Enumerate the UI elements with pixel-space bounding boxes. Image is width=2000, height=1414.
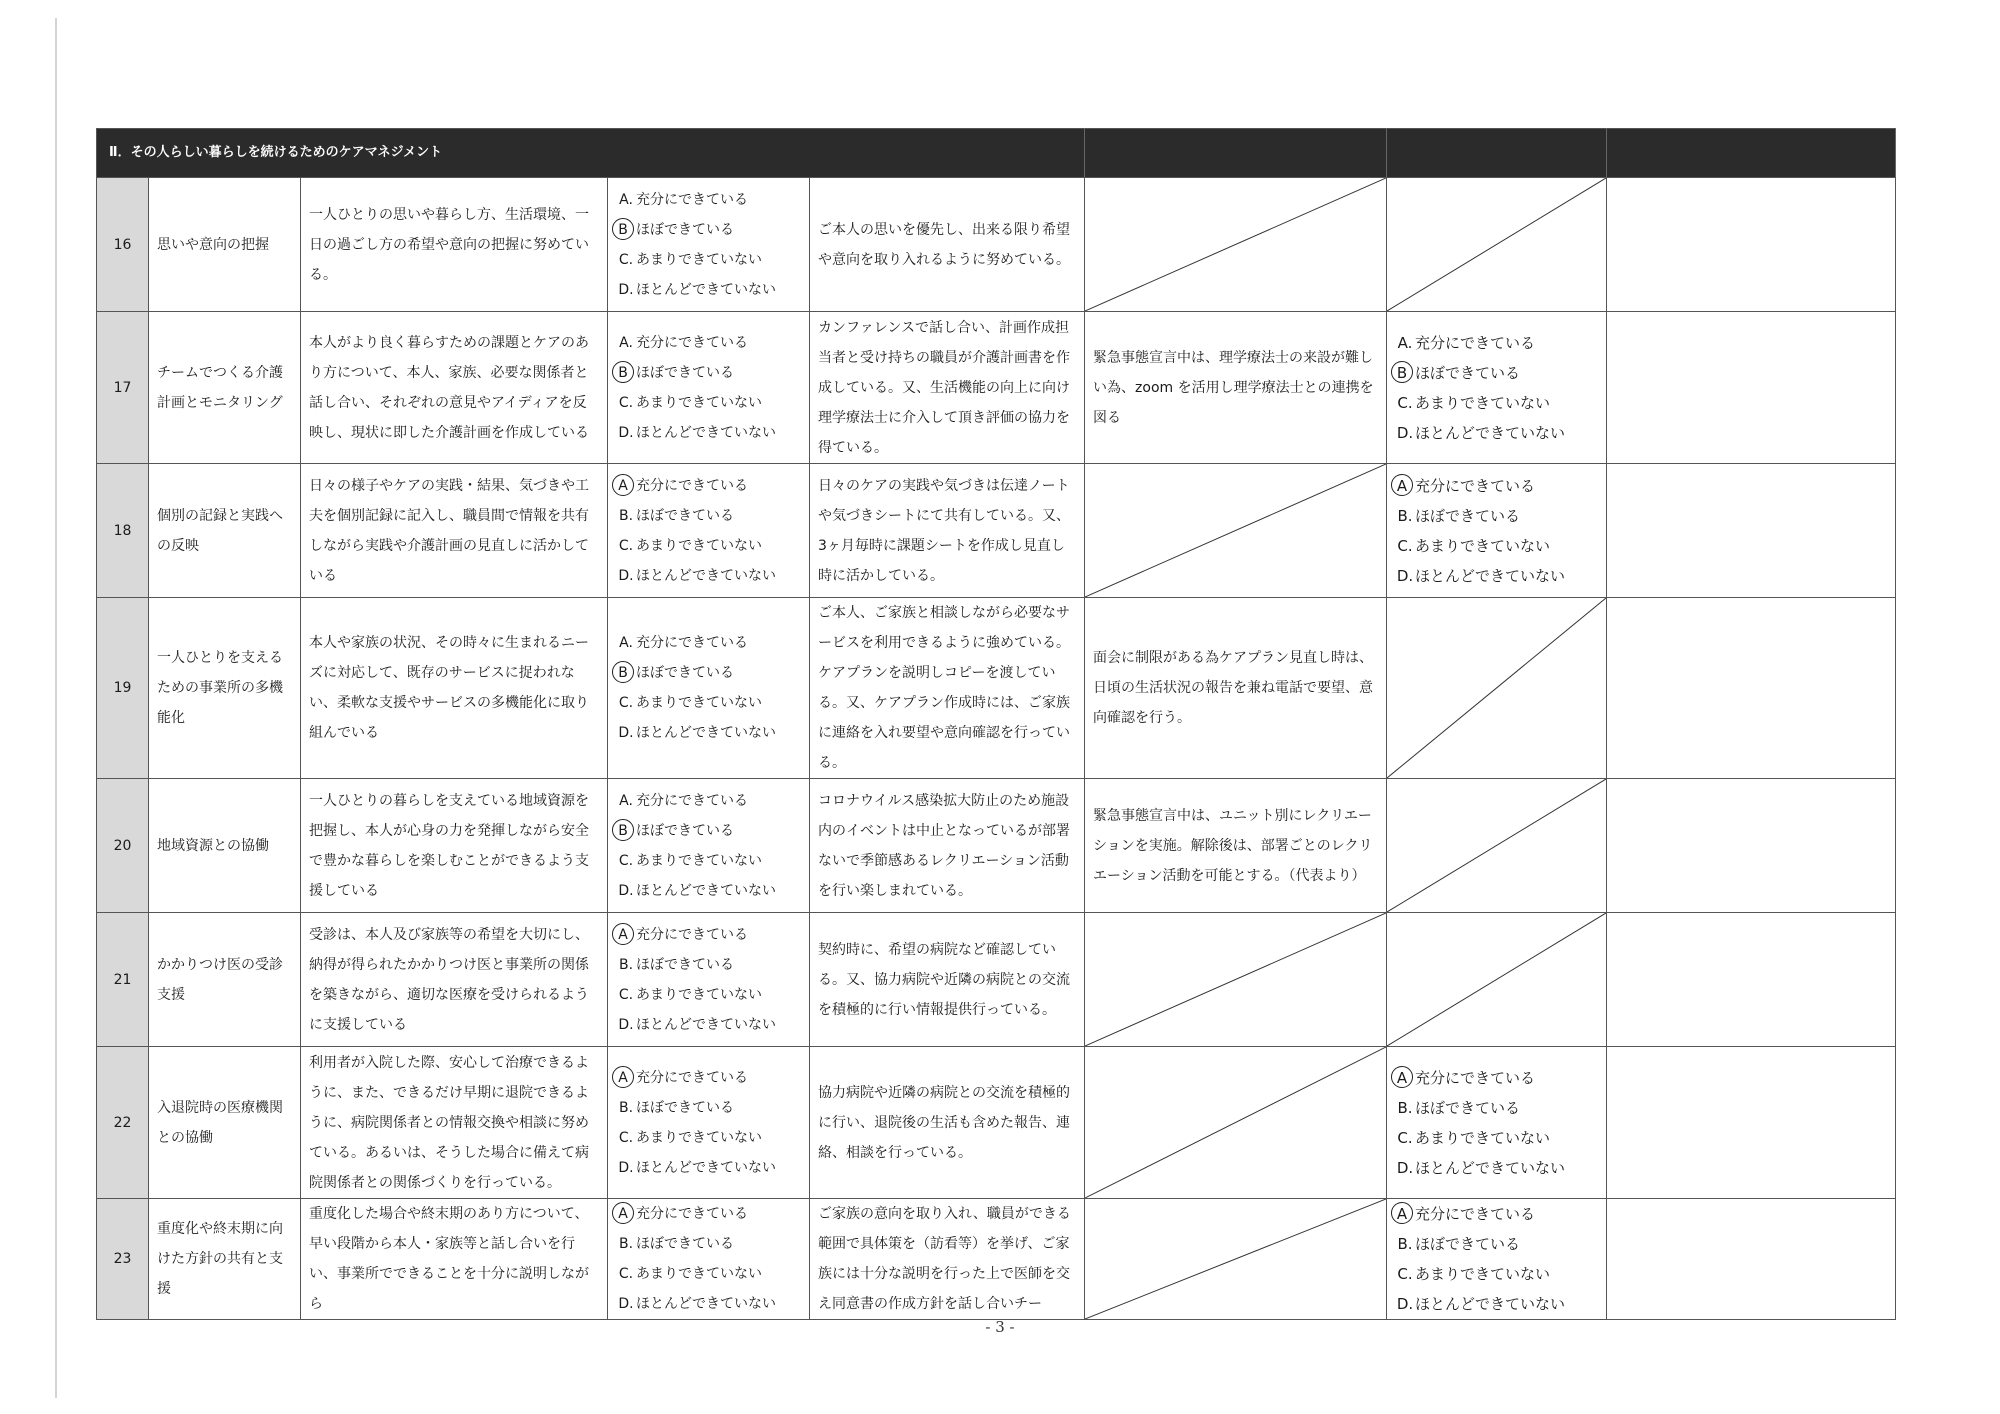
evaluation-option	[616, 718, 801, 748]
option-text: ほとんどできていない	[636, 1016, 776, 1033]
evaluation-option	[616, 418, 801, 448]
item-title: チームでつくる介護計画とモニタリング	[149, 312, 301, 464]
option-mark: C.	[1397, 536, 1413, 555]
option-mark: C.	[618, 537, 634, 554]
item-title: 地域資源との協働	[149, 779, 301, 913]
not-applicable-cell	[1085, 178, 1387, 312]
table-body	[97, 129, 1896, 1320]
scan-page-edge	[55, 18, 57, 1398]
evaluation-option	[1395, 1289, 1598, 1319]
item-title: 一人ひとりを支えるための事業所の多機能化	[149, 598, 301, 779]
option-text: ほぼできている	[1415, 1235, 1521, 1253]
option-text: ほぼできている	[636, 956, 734, 973]
evaluation-option	[616, 1289, 801, 1319]
option-text: あまりできていない	[636, 251, 762, 268]
practice-status: ご家族の意向を取り入れ、職員ができる範囲で具体策を（訪看等）を挙げ、ご家族には十分な説明を行った上で医師を交え同意書の作成方針を話し合いチー	[810, 1199, 1085, 1320]
diagonal-slash	[1085, 178, 1386, 311]
next-step-cell	[1607, 178, 1896, 312]
evaluation-row	[97, 178, 1896, 312]
evaluation-option	[1395, 471, 1598, 501]
option-text: ほとんどできていない	[636, 1296, 776, 1312]
evaluation-option	[616, 628, 801, 658]
evaluation-table	[96, 128, 1896, 1320]
external-evaluation-comment	[1085, 312, 1387, 464]
not-applicable-cell	[1085, 913, 1387, 1047]
next-step-cell	[1607, 779, 1896, 913]
evaluation-option	[616, 1063, 801, 1093]
evaluation-option	[616, 1259, 801, 1289]
option-mark: C.	[1397, 393, 1413, 412]
circled-option-mark: A	[1391, 1202, 1413, 1224]
option-mark: C.	[618, 986, 634, 1003]
diagonal-line	[1085, 178, 1386, 311]
diagonal-line	[1085, 913, 1386, 1046]
diagonal-line	[1387, 779, 1606, 912]
diagonal-slash	[1387, 598, 1606, 778]
external-evaluation-options	[1387, 1199, 1607, 1320]
external-comment-text: 緊急事態宣言中は、ユニット別にレクリエーションを実施。解除後は、部署ごとのレクリエーション活動を可能とする。（代表より）	[1093, 807, 1373, 884]
evaluation-option	[1395, 531, 1598, 561]
item-description: 重度化した場合や終末期のあり方について、早い段階から本人・家族等と話し合いを行い、事業所でできることを十分に説明しながら	[301, 1199, 608, 1320]
evaluation-option	[1395, 1063, 1598, 1093]
evaluation-option	[616, 980, 801, 1010]
option-mark: D.	[1396, 1295, 1414, 1313]
option-text: ほぼできている	[1415, 506, 1521, 525]
external-evaluation-options	[1387, 312, 1607, 464]
circled-option-mark: B	[1391, 361, 1413, 383]
option-mark: A.	[1397, 333, 1413, 352]
diagonal-line	[1387, 598, 1606, 778]
option-mark: D.	[618, 725, 634, 741]
option-text: ほぼできている	[636, 221, 734, 238]
diagonal-line	[1085, 1047, 1386, 1198]
item-title: かかりつけ医の受診支援	[149, 913, 301, 1047]
external-evaluation-options	[1387, 1047, 1607, 1199]
option-text: 充分にできている	[636, 1206, 748, 1222]
practice-status: 協力病院や近隣の病院との交流を積極的に行い、退院後の生活も含めた報告、連絡、相談を行っている。	[810, 1047, 1085, 1199]
option-mark: D.	[618, 1016, 634, 1033]
evaluation-option	[1395, 1123, 1598, 1153]
evaluation-option	[1395, 418, 1598, 448]
circled-option-mark: B	[612, 218, 634, 240]
item-number: 23	[97, 1199, 149, 1320]
evaluation-option	[1395, 358, 1598, 388]
option-text: ほとんどできていない	[1415, 1295, 1566, 1313]
not-applicable-cell	[1387, 779, 1607, 913]
diagonal-line	[1387, 178, 1606, 311]
option-text: ほとんどできていない	[636, 567, 776, 584]
evaluation-row	[97, 464, 1896, 598]
item-description: 本人がより良く暮らすための課題とケアのあり方について、本人、家族、必要な関係者と話し合い、それぞれの意見やアイディアを反映し、現状に即した介護計画を作成している	[301, 312, 608, 464]
evaluation-option	[616, 658, 801, 688]
evaluation-row	[97, 913, 1896, 1047]
self-evaluation-options	[608, 779, 810, 913]
circled-option-mark: A	[612, 1066, 634, 1088]
option-text: あまりできていない	[1415, 536, 1551, 555]
item-title: 個別の記録と実践への反映	[149, 464, 301, 598]
evaluation-option	[616, 816, 801, 846]
circled-option-mark: A	[1391, 474, 1413, 496]
evaluation-row	[97, 598, 1896, 779]
option-text: あまりできていない	[636, 986, 762, 1003]
option-mark: C.	[1397, 1265, 1413, 1283]
diagonal-slash	[1085, 1047, 1386, 1198]
practice-status: コロナウイルス感染拡大防止のため施設内のイベントは中止となっているが部署ないで季節感あるレクリエーション活動を行い楽しまれている。	[810, 779, 1085, 913]
option-mark: C.	[618, 1266, 634, 1282]
evaluation-option	[616, 531, 801, 561]
evaluation-option	[616, 358, 801, 388]
next-step-cell	[1607, 1199, 1896, 1320]
option-text: 充分にできている	[636, 334, 748, 351]
evaluation-option	[616, 950, 801, 980]
practice-status: ご本人の思いを優先し、出来る限り希望や意向を取り入れるように努めている。	[810, 178, 1085, 312]
option-text: あまりできていない	[636, 394, 762, 411]
circled-option-mark: B	[612, 661, 634, 683]
next-step-cell	[1607, 464, 1896, 598]
not-applicable-cell	[1085, 1047, 1387, 1199]
item-number: 20	[97, 779, 149, 913]
option-text: ほぼできている	[1415, 1098, 1521, 1117]
evaluation-option	[616, 471, 801, 501]
option-text: 充分にできている	[636, 635, 748, 651]
option-mark: D.	[618, 882, 634, 899]
option-text: あまりできていない	[1415, 1128, 1551, 1147]
item-number: 21	[97, 913, 149, 1047]
circled-option-mark: A	[612, 474, 634, 496]
option-mark: B.	[618, 1236, 634, 1252]
self-evaluation-options	[608, 598, 810, 779]
option-mark: D.	[1396, 423, 1414, 442]
evaluation-option	[616, 1153, 801, 1183]
next-step-cell	[1607, 598, 1896, 779]
circled-option-mark: A	[612, 923, 634, 945]
evaluation-option	[616, 185, 801, 215]
practice-status: カンファレンスで話し合い、計画作成担当者と受け持ちの職員が介護計画書を作成している。又、生活機能の向上に向け理学療法士に介入して頂き評価の協力を得ている。	[810, 312, 1085, 464]
option-text: あまりできていない	[636, 1266, 762, 1282]
option-text: 充分にできている	[636, 926, 748, 943]
section-header-cell	[1387, 129, 1607, 178]
diagonal-slash	[1085, 913, 1386, 1046]
option-mark: D.	[618, 567, 634, 584]
evaluation-option	[1395, 388, 1598, 418]
option-text: 充分にできている	[636, 792, 748, 809]
option-mark: D.	[618, 1159, 634, 1176]
self-evaluation-options	[608, 1199, 810, 1320]
option-text: ほぼできている	[1415, 363, 1521, 382]
self-evaluation-options	[608, 178, 810, 312]
evaluation-option	[616, 1229, 801, 1259]
item-description: 一人ひとりの暮らしを支えている地域資源を把握し、本人が心身の力を発揮しながら安全で豊かな暮らしを楽しむことができるよう支援している	[301, 779, 608, 913]
next-step-cell	[1607, 312, 1896, 464]
item-description: 日々の様子やケアの実践・結果、気づきや工夫を個別記録に記入し、職員間で情報を共有しながら実践や介護計画の見直しに活かしている	[301, 464, 608, 598]
diagonal-slash	[1387, 779, 1606, 912]
option-mark: C.	[1397, 1128, 1413, 1147]
option-mark: D.	[618, 424, 634, 441]
option-text: ほとんどできていない	[1415, 566, 1566, 585]
item-title: 入退院時の医療機関との協働	[149, 1047, 301, 1199]
section-header-row	[97, 129, 1896, 178]
option-text: ほぼできている	[636, 1099, 734, 1116]
evaluation-option	[616, 215, 801, 245]
next-step-cell	[1607, 1047, 1896, 1199]
evaluation-option	[616, 876, 801, 906]
option-text: ほぼできている	[636, 1236, 734, 1252]
diagonal-slash	[1085, 1199, 1386, 1319]
option-mark: C.	[618, 1129, 634, 1146]
circled-option-mark: B	[612, 819, 634, 841]
option-text: ほとんどできていない	[636, 281, 776, 298]
evaluation-option	[1395, 1259, 1598, 1289]
option-text: あまりできていない	[636, 537, 762, 554]
option-mark: B.	[1397, 506, 1413, 525]
item-number: 19	[97, 598, 149, 779]
self-evaluation-options	[608, 913, 810, 1047]
option-text: 充分にできている	[1415, 476, 1536, 495]
not-applicable-cell	[1085, 464, 1387, 598]
evaluation-option	[1395, 328, 1598, 358]
self-evaluation-options	[608, 312, 810, 464]
evaluation-option	[616, 920, 801, 950]
evaluation-option	[1395, 1199, 1598, 1229]
option-text: 充分にできている	[1415, 333, 1536, 352]
diagonal-slash	[1387, 913, 1606, 1046]
external-evaluation-comment	[1085, 779, 1387, 913]
external-evaluation-options	[1387, 464, 1607, 598]
option-mark: B.	[1397, 1235, 1413, 1253]
option-mark: C.	[618, 251, 634, 268]
option-text: ほとんどできていない	[636, 725, 776, 741]
evaluation-row	[97, 779, 1896, 913]
evaluation-option	[616, 245, 801, 275]
option-mark: A.	[619, 191, 633, 208]
option-text: あまりできていない	[636, 695, 762, 711]
option-text: 充分にできている	[636, 477, 748, 494]
section-header-cell	[1607, 129, 1896, 178]
item-description: 一人ひとりの思いや暮らし方、生活環境、一日の過ごし方の希望や意向の把握に努めている。	[301, 178, 608, 312]
option-text: ほとんどできていない	[636, 424, 776, 441]
circled-option-mark: A	[612, 1202, 634, 1224]
option-text: ほぼできている	[636, 364, 734, 381]
evaluation-row	[97, 1047, 1896, 1199]
option-text: ほぼできている	[636, 507, 734, 524]
external-evaluation-comment	[1085, 598, 1387, 779]
option-mark: C.	[618, 852, 634, 869]
option-text: あまりできていない	[636, 852, 762, 869]
circled-option-mark: B	[612, 361, 634, 383]
item-number: 18	[97, 464, 149, 598]
evaluation-option	[616, 275, 801, 305]
option-mark: D.	[1396, 1158, 1414, 1177]
diagonal-line	[1085, 464, 1386, 597]
option-mark: A.	[619, 635, 633, 651]
diagonal-line	[1387, 913, 1606, 1046]
practice-status: 日々のケアの実践や気づきは伝達ノートや気づきシートにて共有している。又、3ヶ月毎時に課題シートを作成し見直し時に活かしている。	[810, 464, 1085, 598]
option-mark: A.	[619, 334, 633, 351]
option-text: あまりできていない	[1415, 1265, 1551, 1283]
evaluation-option	[616, 1123, 801, 1153]
not-applicable-cell	[1387, 178, 1607, 312]
option-mark: D.	[618, 281, 634, 298]
not-applicable-cell	[1387, 913, 1607, 1047]
section-title: Ⅱ．その人らしい暮らしを続けるためのケアマネジメント	[97, 129, 1085, 178]
evaluation-option	[616, 1010, 801, 1040]
circled-option-mark: A	[1391, 1066, 1413, 1088]
evaluation-option	[616, 846, 801, 876]
diagonal-slash	[1387, 178, 1606, 311]
evaluation-option	[616, 786, 801, 816]
evaluation-row	[97, 312, 1896, 464]
next-step-cell	[1607, 913, 1896, 1047]
option-text: ほぼできている	[636, 665, 734, 681]
diagonal-slash	[1085, 464, 1386, 597]
option-mark: D.	[618, 1296, 634, 1312]
section-header-cell	[1085, 129, 1387, 178]
option-text: 充分にできている	[1415, 1205, 1536, 1223]
option-text: 充分にできている	[636, 1069, 748, 1086]
practice-status: 契約時に、希望の病院など確認している。又、協力病院や近隣の病院との交流を積極的に行い情報提供行っている。	[810, 913, 1085, 1047]
evaluation-option	[616, 688, 801, 718]
self-evaluation-options	[608, 1047, 810, 1199]
option-text: 充分にできている	[636, 191, 748, 208]
self-evaluation-options	[608, 464, 810, 598]
option-text: ほとんどできていない	[636, 1159, 776, 1176]
page-number: - 3 -	[985, 1318, 1015, 1336]
option-mark: C.	[618, 695, 634, 711]
not-applicable-cell	[1085, 1199, 1387, 1320]
option-mark: A.	[619, 792, 633, 809]
item-description: 本人や家族の状況、その時々に生まれるニーズに対応して、既存のサービスに捉われない、柔軟な支援やサービスの多機能化に取り組んでいる	[301, 598, 608, 779]
item-number: 22	[97, 1047, 149, 1199]
item-description: 利用者が入院した際、安心して治療できるように、また、できるだけ早期に退院できるように、病院関係者との情報交換や相談に努めている。あるいは、そうした場合に備えて病院関係者との関係づくりを行っている。	[301, 1047, 608, 1199]
external-comment-text: 面会に制限がある為ケアプラン見直し時は、日頃の生活状況の報告を兼ね電話で要望、意向確認を行う。	[1093, 650, 1374, 726]
evaluation-option	[616, 561, 801, 591]
item-number: 17	[97, 312, 149, 464]
evaluation-option	[616, 328, 801, 358]
evaluation-row	[97, 1199, 1896, 1320]
item-title: 重度化や終末期に向けた方針の共有と支援	[149, 1199, 301, 1320]
option-mark: B.	[1397, 1098, 1413, 1117]
evaluation-option	[616, 501, 801, 531]
option-mark: C.	[618, 394, 634, 411]
evaluation-option	[1395, 561, 1598, 591]
option-text: ほとんどできていない	[636, 882, 776, 899]
evaluation-option	[1395, 1229, 1598, 1259]
not-applicable-cell	[1387, 598, 1607, 779]
evaluation-option	[616, 1093, 801, 1123]
option-mark: B.	[618, 507, 634, 524]
option-text: 充分にできている	[1415, 1068, 1536, 1087]
item-number: 16	[97, 178, 149, 312]
option-mark: B.	[618, 956, 634, 973]
item-title: 思いや意向の把握	[149, 178, 301, 312]
evaluation-option	[1395, 501, 1598, 531]
evaluation-option	[1395, 1093, 1598, 1123]
option-mark: B.	[618, 1099, 634, 1116]
evaluation-option	[1395, 1153, 1598, 1183]
diagonal-line	[1085, 1199, 1386, 1319]
evaluation-option	[616, 388, 801, 418]
option-text: ほとんどできていない	[1415, 1158, 1566, 1177]
option-mark: D.	[1396, 566, 1414, 585]
option-text: あまりできていない	[1415, 393, 1551, 412]
option-text: ほぼできている	[636, 822, 734, 839]
external-comment-text: 緊急事態宣言中は、理学療法士の来設が難しい為、zoom を活用し理学療法士との連携を図る	[1093, 349, 1374, 426]
practice-status: ご本人、ご家族と相談しながら必要なサービスを利用できるように強めている。ケアプランを説明しコピーを渡している。又、ケアプラン作成時には、ご家族に連絡を入れ要望や意向確認を行っている。	[810, 598, 1085, 779]
option-text: ほとんどできていない	[1415, 423, 1566, 442]
item-description: 受診は、本人及び家族等の希望を大切にし、納得が得られたかかりつけ医と事業所の関係を築きながら、適切な医療を受けられるように支援している	[301, 913, 608, 1047]
option-text: あまりできていない	[636, 1129, 762, 1146]
evaluation-option	[616, 1199, 801, 1229]
